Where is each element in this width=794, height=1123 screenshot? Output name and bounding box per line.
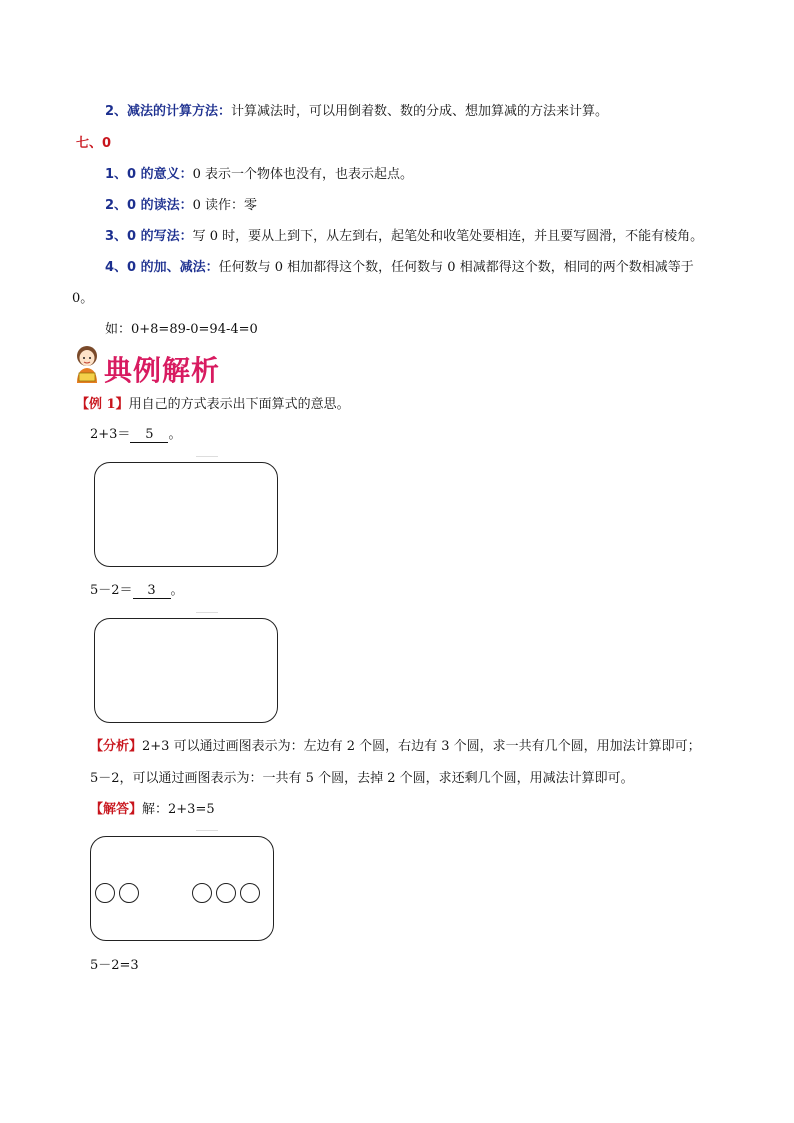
equation-2-left: 5－2＝ bbox=[90, 583, 133, 598]
answer-equation-2: 5－2=3 bbox=[90, 958, 139, 973]
section-title: 典例解析 bbox=[104, 354, 221, 387]
avatar-icon bbox=[73, 345, 101, 383]
zero-writing-label: 3、0 的写法： bbox=[105, 229, 193, 244]
zero-writing-line bbox=[105, 228, 703, 246]
zero-reading-line bbox=[105, 197, 257, 215]
zero-arith-line bbox=[105, 259, 694, 277]
zero-reading-text: 0 读作：零 bbox=[192, 198, 258, 213]
answer-line bbox=[90, 801, 215, 819]
equation-1-answer: 5 bbox=[130, 427, 168, 443]
section-heading-zero: 七、0 bbox=[76, 136, 112, 151]
equation-1-end: 。 bbox=[168, 427, 182, 442]
divider-tick bbox=[196, 830, 218, 831]
drawing-box-1 bbox=[94, 462, 278, 567]
answer-text: 解：2+3=5 bbox=[142, 802, 215, 817]
example1-question-line bbox=[76, 396, 350, 414]
equation-2-answer: 3 bbox=[133, 583, 171, 599]
equation-2-end: 。 bbox=[170, 583, 184, 598]
analysis-tag: 【分析】 bbox=[90, 739, 143, 754]
example1-tag: 【例 1】 bbox=[76, 397, 129, 412]
zero-writing-text: 写 0 时，要从上到下，从左到右，起笔处和收笔处要相连，并且要写圆滑，不能有棱角。 bbox=[192, 229, 704, 244]
circle-icon bbox=[216, 883, 236, 903]
equation-2 bbox=[90, 582, 184, 600]
analysis-text-1: 2+3 可以通过画图表示为：左边有 2 个圆，右边有 3 个圆，求一共有几个圆，用加法计算即可； bbox=[142, 739, 701, 754]
circle-icon bbox=[95, 883, 115, 903]
equation-1 bbox=[90, 426, 181, 444]
zero-meaning-label: 1、0 的意义： bbox=[105, 167, 193, 182]
equation-1-left: 2+3＝ bbox=[90, 427, 131, 442]
answer-tag: 【解答】 bbox=[90, 802, 143, 817]
circle-icon bbox=[240, 883, 260, 903]
example1-question: 用自己的方式表示出下面算式的意思。 bbox=[128, 397, 350, 412]
method-text: 计算减法时，可以用倒着数、数的分成、想加算减的方法来计算。 bbox=[231, 104, 609, 119]
zero-arith-continuation: 0。 bbox=[72, 291, 94, 306]
divider-tick bbox=[196, 456, 218, 457]
drawing-box-2 bbox=[94, 618, 278, 723]
example-line: 如：0+8=89-0=94-4=0 bbox=[105, 322, 258, 337]
zero-reading-label: 2、0 的读法： bbox=[105, 198, 193, 213]
divider-tick bbox=[196, 612, 218, 613]
zero-meaning-line bbox=[105, 166, 413, 184]
analysis-line-1 bbox=[90, 738, 701, 756]
answer-drawing-box bbox=[90, 836, 274, 941]
circle-icon bbox=[192, 883, 212, 903]
zero-arith-label: 4、0 的加、减法： bbox=[105, 260, 219, 275]
zero-arith-text: 任何数与 0 相加都得这个数，任何数与 0 相减都得这个数，相同的两个数相减等于 bbox=[218, 260, 694, 275]
circle-icon bbox=[119, 883, 139, 903]
method-line bbox=[105, 103, 608, 121]
zero-meaning-text: 0 表示一个物体也没有，也表示起点。 bbox=[192, 167, 414, 182]
method-label: 2、减法的计算方法： bbox=[105, 104, 232, 119]
analysis-line-2: 5－2，可以通过画图表示为：一共有 5 个圆，去掉 2 个圆，求还剩几个圆，用减法计算即可。 bbox=[90, 771, 634, 786]
